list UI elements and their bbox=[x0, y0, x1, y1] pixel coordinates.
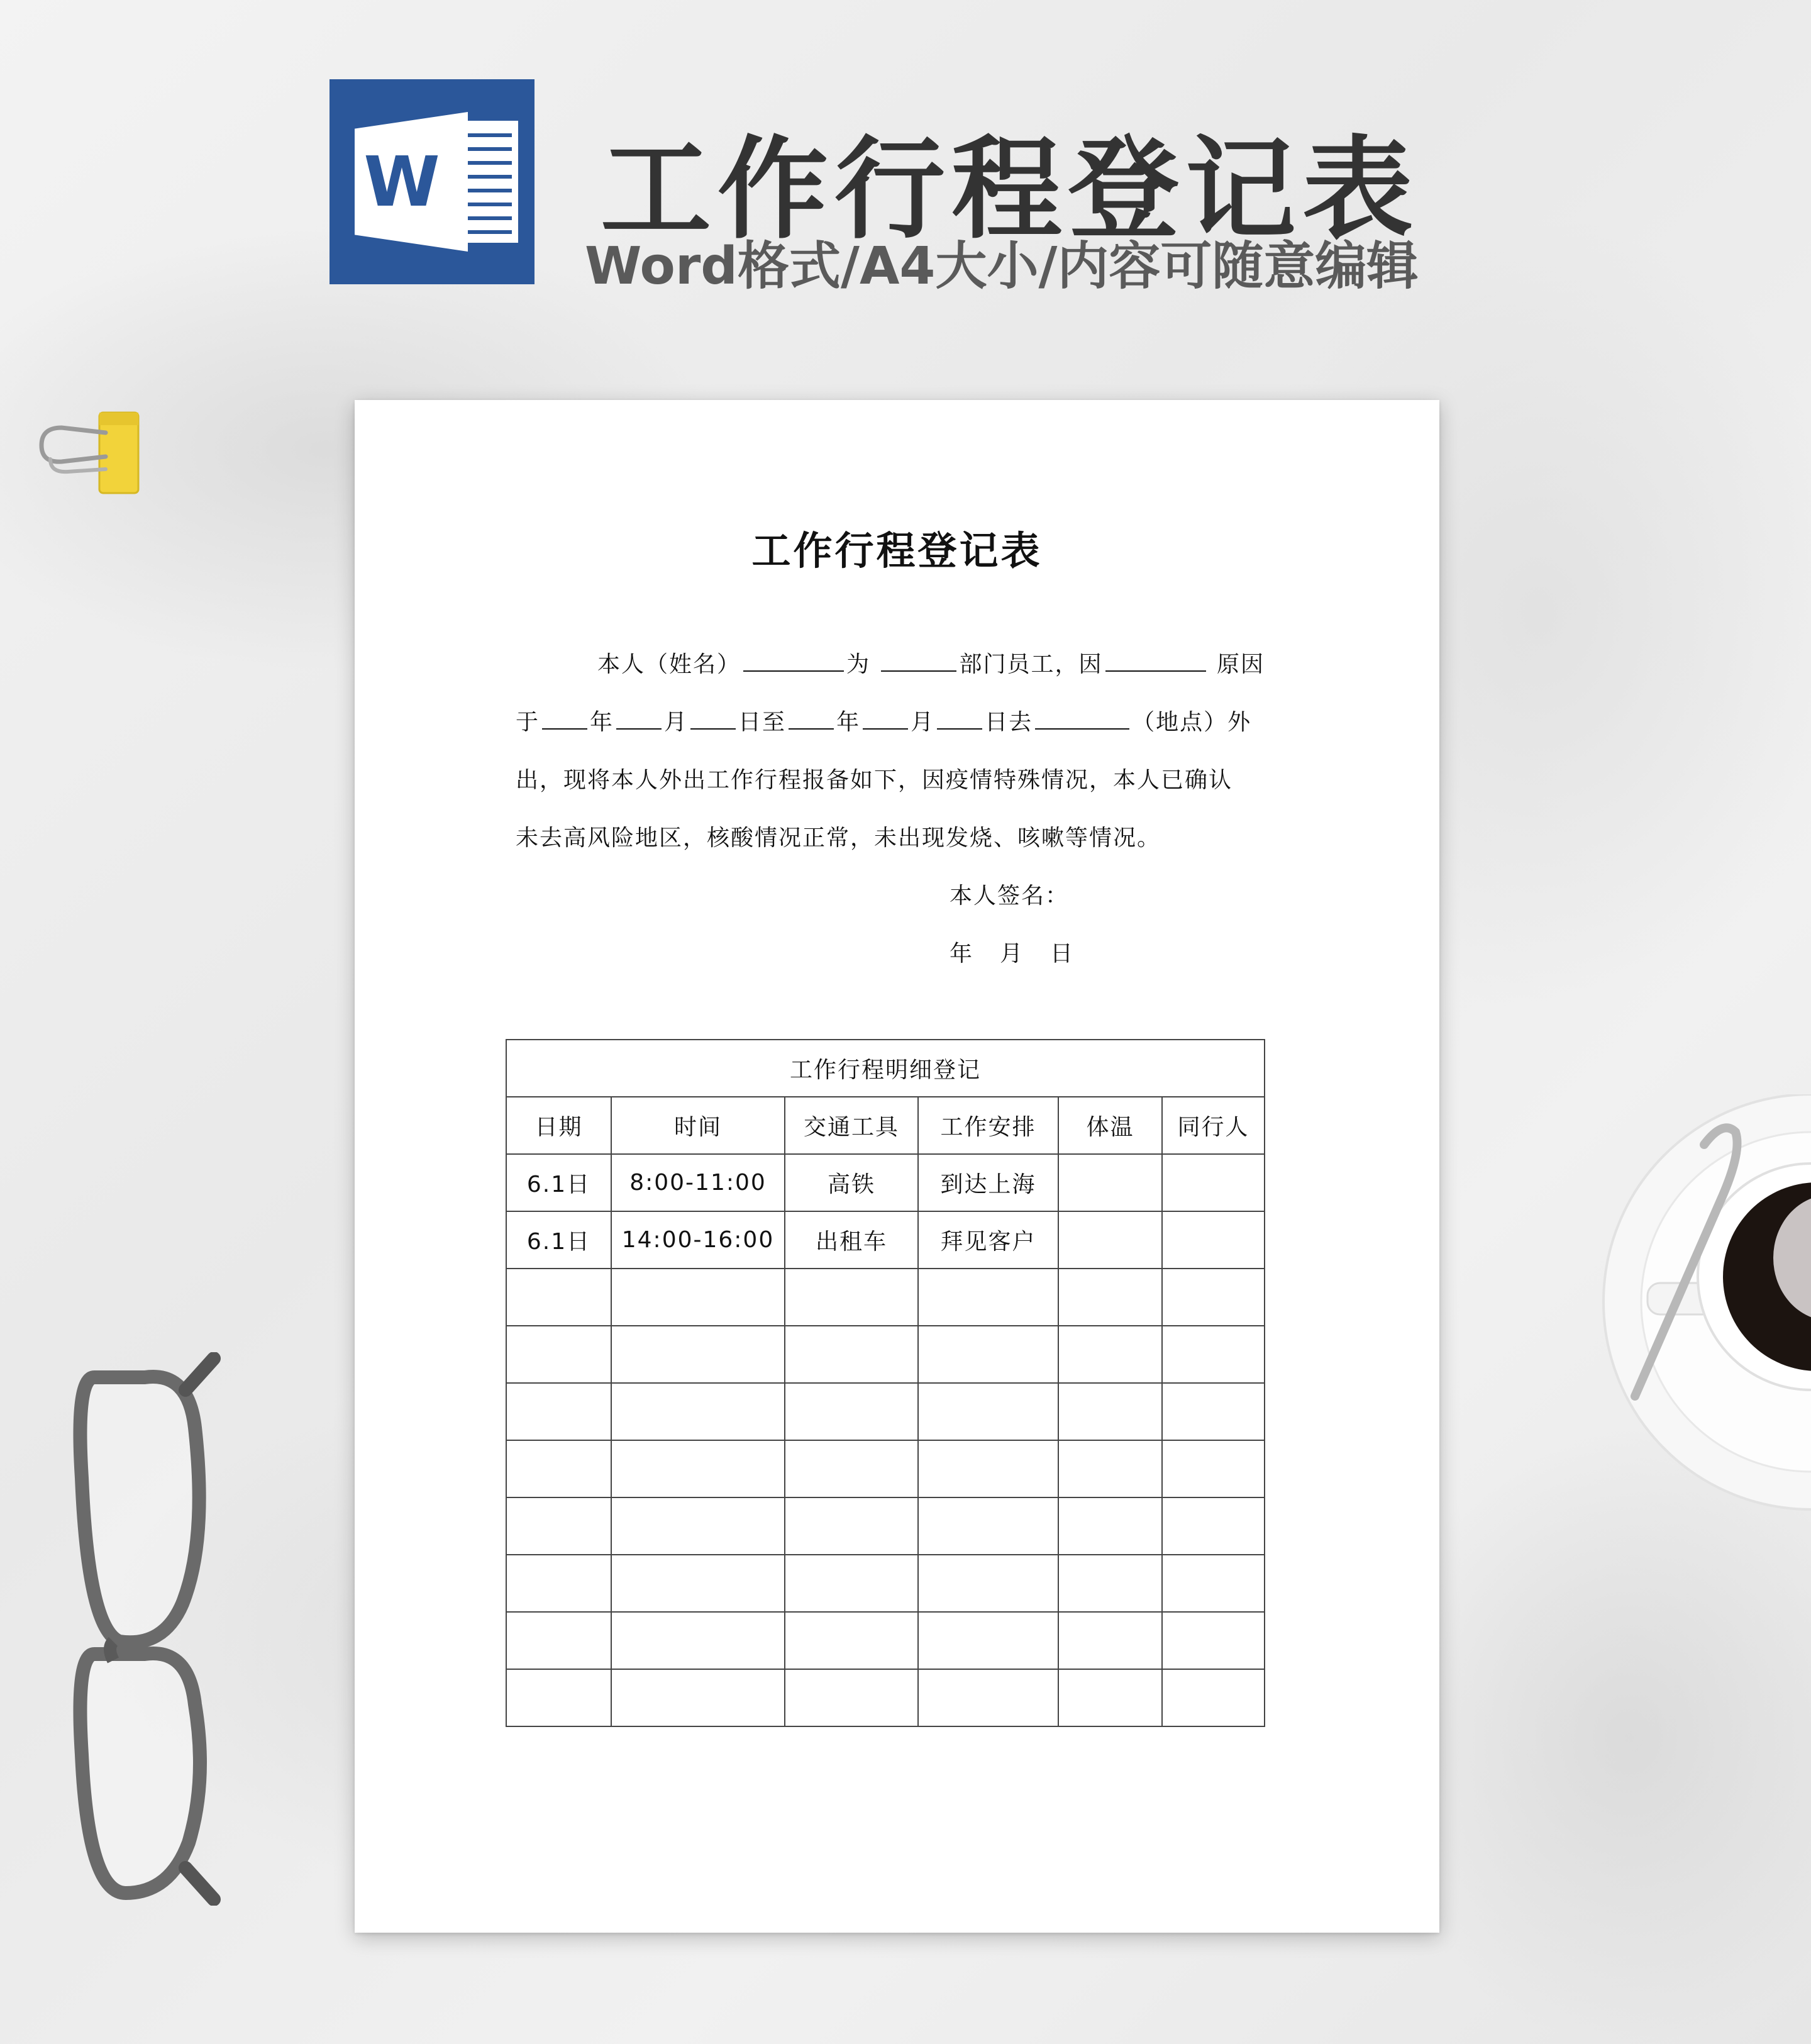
end-day-blank[interactable] bbox=[937, 709, 982, 730]
start-month-blank[interactable] bbox=[616, 709, 662, 730]
date-year: 年 bbox=[950, 941, 973, 967]
cell-time[interactable] bbox=[611, 1497, 785, 1555]
cell-temperature[interactable] bbox=[1058, 1669, 1162, 1726]
cell-transport[interactable] bbox=[785, 1326, 918, 1383]
paragraph-line-1 bbox=[516, 647, 1277, 679]
table-row bbox=[506, 1669, 1265, 1726]
cell-companion[interactable] bbox=[1162, 1669, 1265, 1726]
cell-date[interactable] bbox=[506, 1269, 611, 1326]
binder-clip-icon bbox=[36, 409, 145, 497]
document-title: 工作行程登记表 bbox=[751, 528, 1043, 574]
start-year-blank[interactable] bbox=[542, 709, 587, 730]
header-time: 时间 bbox=[611, 1097, 785, 1154]
table-row bbox=[506, 1154, 1265, 1211]
text-wei: 为 bbox=[846, 652, 871, 677]
cell-transport[interactable] bbox=[785, 1440, 918, 1497]
cell-arrangement[interactable] bbox=[918, 1612, 1058, 1669]
cell-companion[interactable] bbox=[1162, 1326, 1265, 1383]
cell-companion[interactable] bbox=[1162, 1269, 1265, 1326]
header-temperature: 体温 bbox=[1058, 1097, 1162, 1154]
cell-companion[interactable] bbox=[1162, 1440, 1265, 1497]
paragraph-line-4: 未去高风险地区，核酸情况正常，未出现发烧、咳嗽等情况。 bbox=[516, 825, 1161, 851]
table-row bbox=[506, 1440, 1265, 1497]
cell-date[interactable]: 6.1日 bbox=[506, 1211, 611, 1269]
cell-time[interactable] bbox=[611, 1555, 785, 1612]
end-month-blank[interactable] bbox=[863, 709, 908, 730]
cell-companion[interactable] bbox=[1162, 1383, 1265, 1440]
cell-companion[interactable] bbox=[1162, 1154, 1265, 1211]
cell-date[interactable] bbox=[506, 1326, 611, 1383]
header-companion: 同行人 bbox=[1162, 1097, 1265, 1154]
cell-companion[interactable] bbox=[1162, 1612, 1265, 1669]
cell-time[interactable] bbox=[611, 1326, 785, 1383]
cell-companion[interactable] bbox=[1162, 1211, 1265, 1269]
text-name-label: 本人（姓名） bbox=[597, 652, 741, 677]
cell-date[interactable] bbox=[506, 1440, 611, 1497]
coffee-cup-icon bbox=[1597, 1094, 1811, 1535]
signature-date bbox=[950, 936, 1100, 968]
cell-transport[interactable] bbox=[785, 1555, 918, 1612]
cell-transport[interactable]: 高铁 bbox=[785, 1154, 918, 1211]
cell-time[interactable] bbox=[611, 1440, 785, 1497]
cell-time[interactable] bbox=[611, 1383, 785, 1440]
cell-transport[interactable]: 出租车 bbox=[785, 1211, 918, 1269]
cell-arrangement[interactable]: 到达上海 bbox=[918, 1154, 1058, 1211]
cell-transport[interactable] bbox=[785, 1669, 918, 1726]
date-month: 月 bbox=[1000, 941, 1023, 967]
table-caption-row bbox=[506, 1040, 1265, 1097]
cell-date[interactable] bbox=[506, 1383, 611, 1440]
cell-temperature[interactable] bbox=[1058, 1326, 1162, 1383]
itinerary-table bbox=[506, 1039, 1265, 1727]
header-date: 日期 bbox=[506, 1097, 611, 1154]
cell-time[interactable] bbox=[611, 1669, 785, 1726]
signature-label: 本人签名： bbox=[950, 883, 1070, 909]
word-logo-letter: W bbox=[363, 142, 440, 222]
cell-arrangement[interactable] bbox=[918, 1440, 1058, 1497]
header-transport: 交通工具 bbox=[785, 1097, 918, 1154]
cell-transport[interactable] bbox=[785, 1612, 918, 1669]
table-row bbox=[506, 1555, 1265, 1612]
table-row bbox=[506, 1383, 1265, 1440]
cell-date[interactable]: 6.1日 bbox=[506, 1154, 611, 1211]
cell-date[interactable] bbox=[506, 1555, 611, 1612]
cell-temperature[interactable] bbox=[1058, 1497, 1162, 1555]
table-header-row bbox=[506, 1097, 1265, 1154]
cell-time[interactable]: 14:00-16:00 bbox=[611, 1211, 785, 1269]
text-year-2: 年 bbox=[836, 709, 861, 735]
paragraph-line-3: 出，现将本人外出工作行程报备如下，因疫情特殊情况，本人已确认 bbox=[516, 767, 1233, 793]
text-day-to: 日至 bbox=[738, 709, 787, 735]
word-logo-icon bbox=[330, 79, 534, 284]
table-row bbox=[506, 1326, 1265, 1383]
cell-time[interactable]: 8:00-11:00 bbox=[611, 1154, 785, 1211]
cell-arrangement[interactable] bbox=[918, 1269, 1058, 1326]
cell-date[interactable] bbox=[506, 1497, 611, 1555]
end-year-blank[interactable] bbox=[789, 709, 834, 730]
cell-temperature[interactable] bbox=[1058, 1555, 1162, 1612]
cell-transport[interactable] bbox=[785, 1497, 918, 1555]
cell-time[interactable] bbox=[611, 1612, 785, 1669]
text-month-1: 月 bbox=[664, 709, 689, 735]
reason-blank[interactable] bbox=[1105, 652, 1206, 672]
table-row bbox=[506, 1269, 1265, 1326]
cell-transport[interactable] bbox=[785, 1269, 918, 1326]
header-arrangement: 工作安排 bbox=[918, 1097, 1058, 1154]
cell-temperature[interactable] bbox=[1058, 1383, 1162, 1440]
cell-arrangement[interactable] bbox=[918, 1383, 1058, 1440]
cell-temperature[interactable] bbox=[1058, 1154, 1162, 1211]
text-day-go: 日去 bbox=[985, 709, 1033, 735]
page-title: 工作行程登记表 bbox=[601, 125, 1420, 254]
text-department: 部门员工，因 bbox=[959, 652, 1103, 677]
cell-arrangement[interactable] bbox=[918, 1669, 1058, 1726]
table-row bbox=[506, 1612, 1265, 1669]
paragraph-line-2 bbox=[516, 704, 1277, 736]
page-subtitle: Word格式/A4大小/内容可随意编辑 bbox=[585, 236, 1419, 296]
date-day: 日 bbox=[1050, 941, 1073, 967]
cell-temperature[interactable] bbox=[1058, 1211, 1162, 1269]
cell-companion[interactable] bbox=[1162, 1555, 1265, 1612]
cell-time[interactable] bbox=[611, 1269, 785, 1326]
location-blank[interactable] bbox=[1035, 709, 1129, 730]
cell-arrangement[interactable] bbox=[918, 1497, 1058, 1555]
text-location: （地点）外 bbox=[1132, 709, 1252, 735]
document-sheet bbox=[355, 400, 1439, 1933]
cell-temperature[interactable] bbox=[1058, 1440, 1162, 1497]
cell-date[interactable] bbox=[506, 1669, 611, 1726]
cell-arrangement[interactable] bbox=[918, 1555, 1058, 1612]
cell-companion[interactable] bbox=[1162, 1497, 1265, 1555]
text-year-1: 年 bbox=[590, 709, 614, 735]
cell-arrangement[interactable]: 拜见客户 bbox=[918, 1211, 1058, 1269]
cell-temperature[interactable] bbox=[1058, 1612, 1162, 1669]
name-blank[interactable] bbox=[743, 652, 844, 672]
cell-temperature[interactable] bbox=[1058, 1269, 1162, 1326]
cell-arrangement[interactable] bbox=[918, 1326, 1058, 1383]
table-row bbox=[506, 1211, 1265, 1269]
text-month-2: 月 bbox=[911, 709, 935, 735]
department-blank[interactable] bbox=[881, 652, 956, 672]
cell-transport[interactable] bbox=[785, 1383, 918, 1440]
cell-date[interactable] bbox=[506, 1612, 611, 1669]
glasses-icon bbox=[69, 1352, 239, 1906]
table-caption: 工作行程明细登记 bbox=[506, 1040, 1265, 1097]
text-yu: 于 bbox=[516, 709, 540, 735]
text-reason: 原因 bbox=[1216, 652, 1265, 677]
table-row bbox=[506, 1497, 1265, 1555]
start-day-blank[interactable] bbox=[690, 709, 736, 730]
